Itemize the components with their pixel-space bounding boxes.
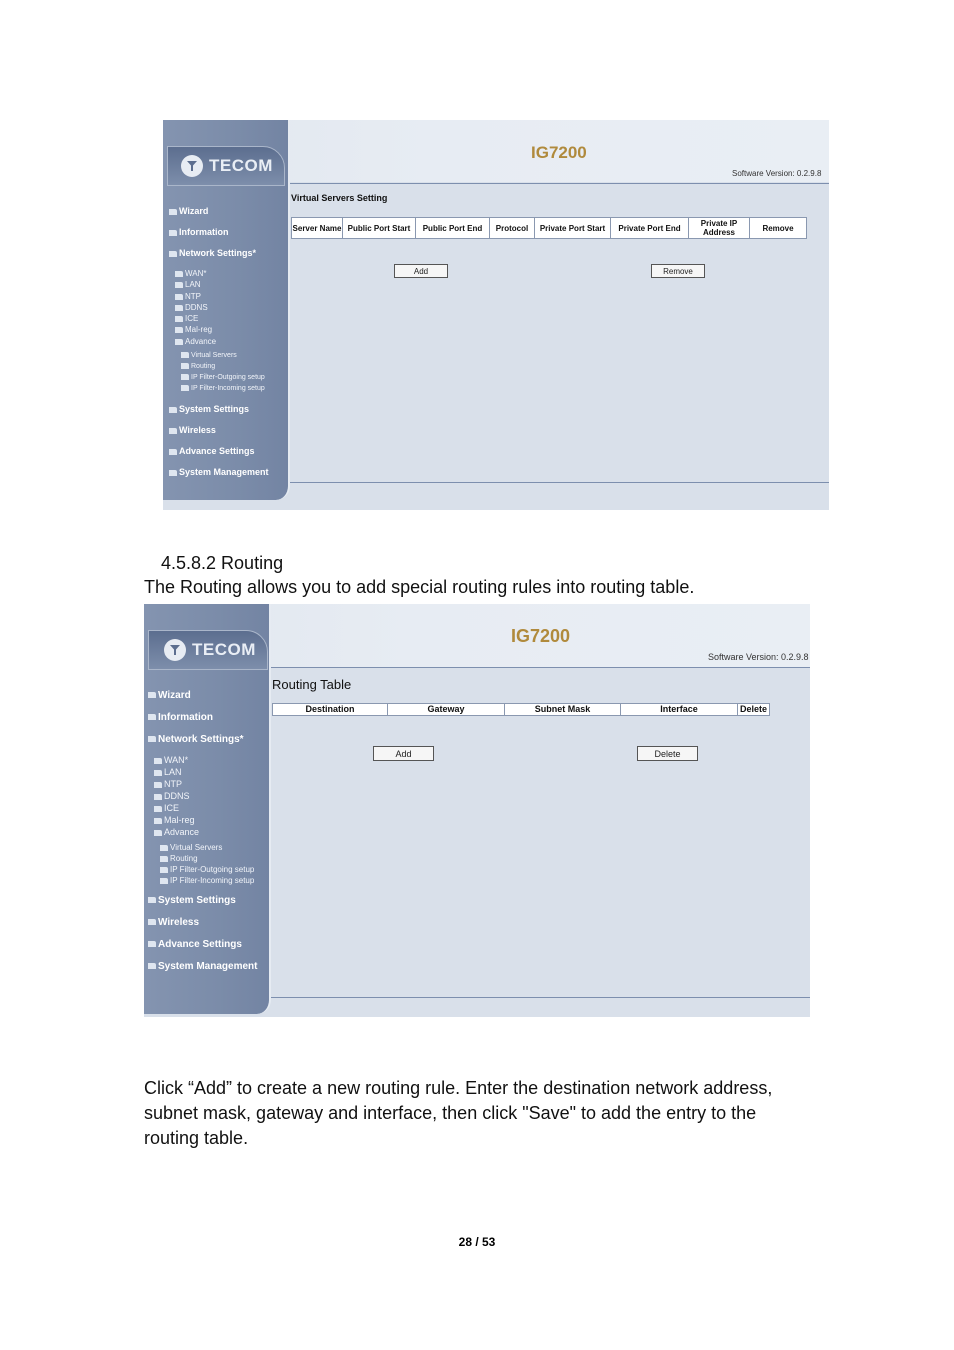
folder-icon xyxy=(169,428,177,434)
folder-icon xyxy=(169,470,177,476)
folder-icon xyxy=(175,316,183,322)
folder-icon xyxy=(154,794,162,800)
nav-wireless[interactable]: Wireless xyxy=(169,425,216,435)
folder-icon xyxy=(160,878,168,884)
nav-ddns[interactable]: DDNS xyxy=(154,791,190,801)
nav-ice[interactable]: ICE xyxy=(175,314,198,323)
body-line-1: Click “Add” to create a new routing rule. Enter the destination network address, xyxy=(144,1078,773,1098)
table-header-row xyxy=(292,218,807,239)
folder-icon xyxy=(181,363,189,369)
folder-icon xyxy=(148,963,156,969)
nav-ip-filter-incoming[interactable]: IP Filter-Incoming setup xyxy=(181,385,265,392)
nav-ntp[interactable]: NTP xyxy=(175,292,201,301)
folder-icon xyxy=(175,271,183,277)
nav-ip-filter-outgoing[interactable]: IP Filter-Outgoing setup xyxy=(160,865,254,874)
nav-network-settings[interactable]: Network Settings* xyxy=(169,248,256,258)
col-gateway: Gateway xyxy=(388,704,505,716)
tecom-logo-icon xyxy=(181,155,203,177)
folder-icon xyxy=(175,327,183,333)
section-heading: 4.5.8.2 Routing xyxy=(161,553,284,573)
nav-lan[interactable]: LAN xyxy=(175,280,201,289)
col-protocol: Protocol xyxy=(490,218,535,239)
folder-icon xyxy=(175,305,183,311)
folder-icon xyxy=(181,385,189,391)
folder-icon xyxy=(148,941,156,947)
folder-icon xyxy=(169,449,177,455)
body-line-2: subnet mask, gateway and interface, then click "Save" to add the entry to the xyxy=(144,1103,757,1123)
nav-ip-filter-incoming[interactable]: IP Filter-Incoming setup xyxy=(160,876,254,885)
folder-icon xyxy=(154,770,162,776)
nav-wizard[interactable]: Wizard xyxy=(148,690,191,701)
nav-ddns[interactable]: DDNS xyxy=(175,303,208,312)
folder-open-icon xyxy=(154,830,162,836)
folder-open-icon xyxy=(175,339,183,345)
nav-system-settings[interactable]: System Settings xyxy=(169,404,249,414)
nav-virtual-servers[interactable]: Virtual Servers xyxy=(160,843,222,852)
brand-logo xyxy=(167,146,285,186)
folder-icon xyxy=(169,407,177,413)
nav-ice[interactable]: ICE xyxy=(154,803,179,813)
virtual-servers-screenshot xyxy=(163,120,829,510)
brand-name: TECOM xyxy=(209,156,273,175)
nav-wireless[interactable]: Wireless xyxy=(148,917,199,928)
nav-ntp[interactable]: NTP xyxy=(154,779,182,789)
brand-name: TECOM xyxy=(192,640,256,659)
nav-wan[interactable]: WAN* xyxy=(154,755,188,765)
virtual-servers-table xyxy=(291,217,807,239)
folder-icon xyxy=(169,209,177,215)
nav-malreg[interactable]: Mal-reg xyxy=(154,815,195,825)
col-interface: Interface xyxy=(621,704,738,716)
nav-information[interactable]: Information xyxy=(169,227,229,237)
col-private-port-start: Private Port Start xyxy=(535,218,611,239)
nav-advance-settings[interactable]: Advance Settings xyxy=(148,939,242,950)
folder-icon xyxy=(181,374,189,380)
nav-system-management[interactable]: System Management xyxy=(169,467,269,477)
routing-table xyxy=(272,703,770,716)
nav-routing[interactable]: Routing xyxy=(181,363,215,370)
col-destination: Destination xyxy=(273,704,388,716)
folder-icon xyxy=(160,845,168,851)
sidebar xyxy=(163,120,290,500)
col-subnet-mask: Subnet Mask xyxy=(505,704,621,716)
tecom-logo-icon xyxy=(164,639,186,661)
nav-virtual-servers[interactable]: Virtual Servers xyxy=(181,352,237,359)
folder-icon xyxy=(154,818,162,824)
folder-icon xyxy=(160,856,168,862)
col-public-port-start: Public Port Start xyxy=(343,218,416,239)
folder-icon xyxy=(175,282,183,288)
delete-button[interactable]: Delete xyxy=(637,746,698,761)
nav-information[interactable]: Information xyxy=(148,712,213,723)
col-private-ip-address: Private IP Address xyxy=(689,218,750,239)
nav-routing[interactable]: Routing xyxy=(160,854,198,863)
nav-advance[interactable]: Advance xyxy=(154,827,199,837)
software-version: Software Version: 0.2.9.8 xyxy=(708,652,809,662)
model-name: IG7200 xyxy=(511,626,571,646)
intro-paragraph: The Routing allows you to add special routing rules into routing table. xyxy=(144,577,695,597)
folder-icon xyxy=(154,782,162,788)
routing-table-screenshot xyxy=(144,604,810,1017)
page-number: 28 / 53 xyxy=(458,1235,496,1249)
brand-logo xyxy=(148,630,268,670)
folder-open-icon xyxy=(169,251,177,257)
folder-icon xyxy=(148,692,156,698)
model-name: IG7200 xyxy=(531,143,587,162)
sidebar xyxy=(144,604,271,1014)
folder-icon xyxy=(169,230,177,236)
add-button[interactable]: Add xyxy=(373,746,434,761)
body-line-3: routing table. xyxy=(144,1128,249,1148)
col-delete: Delete xyxy=(738,704,770,716)
remove-button[interactable]: Remove xyxy=(651,264,705,278)
nav-wizard[interactable]: Wizard xyxy=(169,206,208,216)
folder-icon xyxy=(148,919,156,925)
folder-icon xyxy=(154,806,162,812)
folder-icon xyxy=(175,294,183,300)
nav-system-management[interactable]: System Management xyxy=(148,961,257,972)
folder-icon xyxy=(160,867,168,873)
nav-system-settings[interactable]: System Settings xyxy=(148,895,236,906)
col-private-port-end: Private Port End xyxy=(611,218,689,239)
folder-icon xyxy=(148,714,156,720)
folder-icon xyxy=(148,897,156,903)
folder-icon xyxy=(181,352,189,358)
col-server-name: Server Name xyxy=(292,218,343,239)
nav-ip-filter-outgoing[interactable]: IP Filter-Outgoing setup xyxy=(181,374,265,381)
nav-advance[interactable]: Advance xyxy=(175,337,216,346)
page-title: Virtual Servers Setting xyxy=(291,193,388,203)
nav-network-settings[interactable]: Network Settings* xyxy=(148,734,244,745)
folder-open-icon xyxy=(148,736,156,742)
folder-icon xyxy=(154,758,162,764)
table-header-row xyxy=(273,704,770,716)
software-version: Software Version: 0.2.9.8 xyxy=(732,169,822,178)
col-remove: Remove xyxy=(750,218,807,239)
nav-lan[interactable]: LAN xyxy=(154,767,182,777)
page-title: Routing Table xyxy=(272,677,352,692)
add-button[interactable]: Add xyxy=(394,264,448,278)
col-public-port-end: Public Port End xyxy=(416,218,490,239)
nav-advance-settings[interactable]: Advance Settings xyxy=(169,446,255,456)
nav-malreg[interactable]: Mal-reg xyxy=(175,325,212,334)
nav-wan[interactable]: WAN* xyxy=(175,269,206,278)
